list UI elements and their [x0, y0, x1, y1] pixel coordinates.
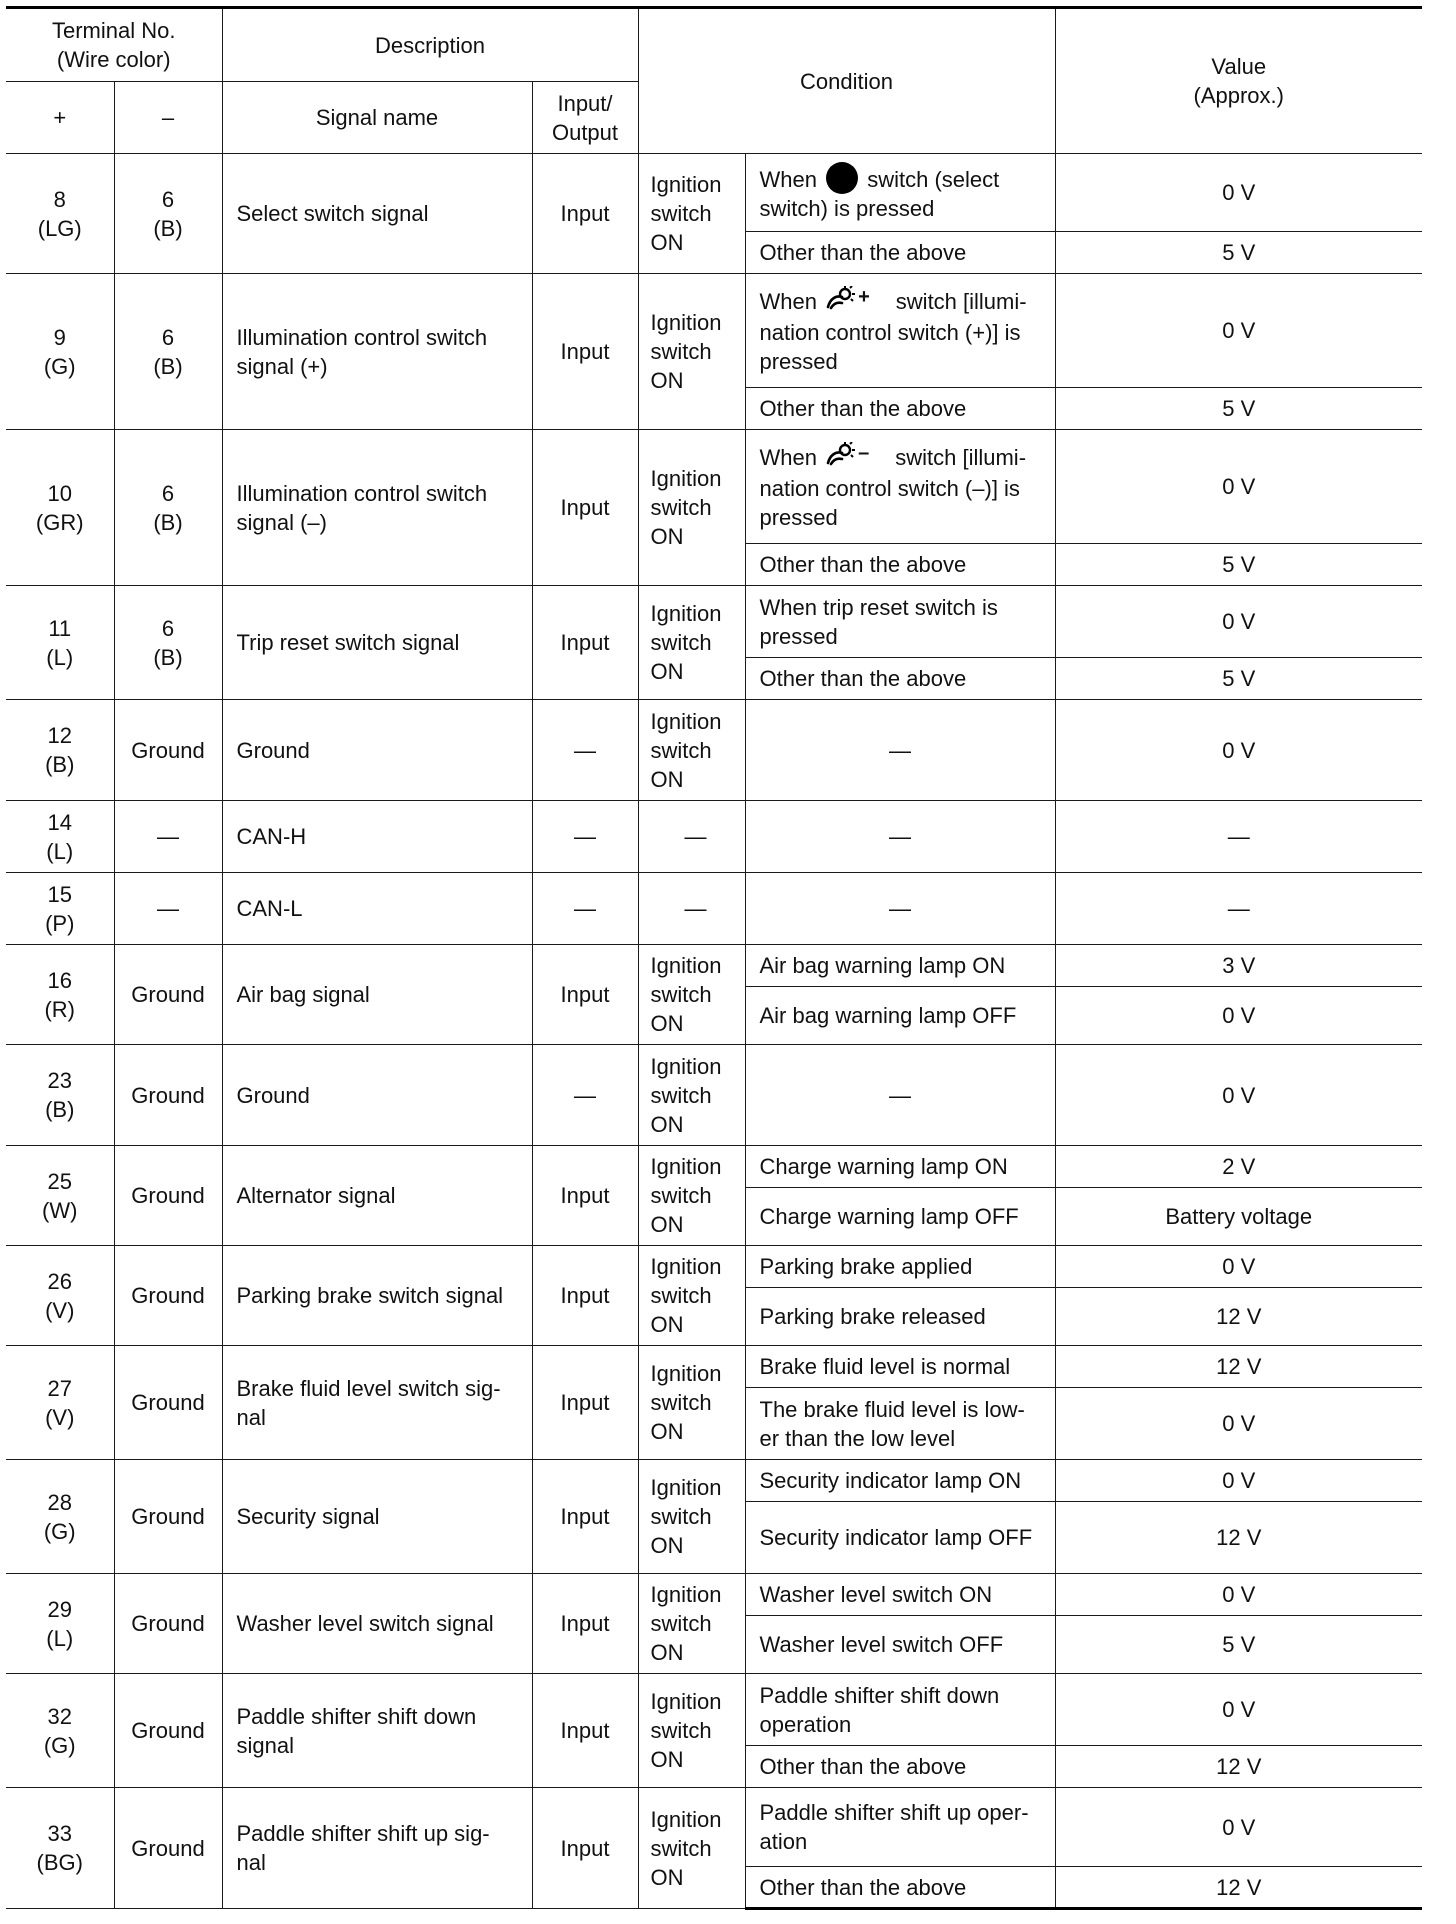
- condition-text: Parking brake applied: [745, 1246, 1055, 1288]
- approx-value: 12 V: [1055, 1746, 1422, 1788]
- terminal-plus: 15 (P): [6, 873, 114, 945]
- signal-name: CAN-L: [222, 873, 532, 945]
- io-header: Input/ Output: [532, 82, 638, 154]
- ignition-state: Ignition switch ON: [638, 1146, 745, 1246]
- table-row: [6, 1246, 1422, 1288]
- ignition-state: —: [638, 801, 745, 873]
- condition-text: Washer level switch OFF: [745, 1616, 1055, 1674]
- signal-name: Illumination control switch signal (–): [222, 430, 532, 586]
- terminal-plus: 23 (B): [6, 1045, 114, 1146]
- approx-value: 0 V: [1055, 1674, 1422, 1746]
- value-header: Value (Approx.): [1055, 8, 1422, 154]
- condition-text: Other than the above: [745, 1746, 1055, 1788]
- signal-name: Ground: [222, 1045, 532, 1146]
- table-row: [6, 586, 1422, 658]
- approx-value: 0 V: [1055, 586, 1422, 658]
- signal-name: Brake fluid level switch sig-nal: [222, 1346, 532, 1460]
- condition-suffix: switch [illumi-nation control switch (–)] is pressed: [759, 444, 1027, 530]
- terminal-plus: 27 (V): [6, 1346, 114, 1460]
- terminal-minus: Ground: [114, 945, 222, 1045]
- input-output: Input: [532, 430, 638, 586]
- signal-name: Select switch signal: [222, 154, 532, 274]
- condition-text: Air bag warning lamp ON: [745, 945, 1055, 987]
- table-row: [6, 1045, 1422, 1146]
- illumination-minus-icon: [823, 445, 857, 470]
- approx-value: 12 V: [1055, 1288, 1422, 1346]
- table-row: [6, 430, 1422, 544]
- ignition-state: Ignition switch ON: [638, 1788, 745, 1909]
- ignition-state: Ignition switch ON: [638, 274, 745, 430]
- condition-text: Paddle shifter shift down operation: [745, 1674, 1055, 1746]
- description-header: Description: [222, 8, 638, 82]
- signal-name: Illumination control switch signal (+): [222, 274, 532, 430]
- table-row: [6, 274, 1422, 388]
- signal-name: Washer level switch signal: [222, 1574, 532, 1674]
- condition-header: Condition: [638, 8, 1055, 154]
- approx-value: 2 V: [1055, 1146, 1422, 1188]
- table-row: [6, 1788, 1422, 1867]
- terminal-plus: 25 (W): [6, 1146, 114, 1246]
- plus-header: +: [6, 82, 114, 154]
- condition-text: [745, 274, 1055, 388]
- terminal-minus: 6 (B): [114, 586, 222, 700]
- table-row: [6, 1574, 1422, 1616]
- condition-text: The brake fluid level is low-er than the low level: [745, 1388, 1055, 1460]
- ignition-state: Ignition switch ON: [638, 1346, 745, 1460]
- terminal-minus: Ground: [114, 1674, 222, 1788]
- terminal-minus: 6 (B): [114, 430, 222, 586]
- condition-text: —: [745, 801, 1055, 873]
- condition-suffix: switch (select switch) is pressed: [759, 167, 1000, 221]
- signal-name: CAN-H: [222, 801, 532, 873]
- signal-name: Paddle shifter shift up sig-nal: [222, 1788, 532, 1909]
- terminal-plus: 32 (G): [6, 1674, 114, 1788]
- table-row: [6, 945, 1422, 987]
- ignition-state: Ignition switch ON: [638, 1674, 745, 1788]
- approx-value: 5 V: [1055, 658, 1422, 700]
- signal-name: Paddle shifter shift down signal: [222, 1674, 532, 1788]
- approx-value: Battery voltage: [1055, 1188, 1422, 1246]
- condition-text: Charge warning lamp ON: [745, 1146, 1055, 1188]
- condition-text: Other than the above: [745, 232, 1055, 274]
- signal-name: Ground: [222, 700, 532, 801]
- condition-text: Other than the above: [745, 388, 1055, 430]
- condition-text: When trip reset switch is pressed: [745, 586, 1055, 658]
- signal-name: Air bag signal: [222, 945, 532, 1045]
- ignition-state: Ignition switch ON: [638, 1574, 745, 1674]
- terminal-minus: Ground: [114, 1574, 222, 1674]
- input-output: —: [532, 700, 638, 801]
- terminal-plus: 11 (L): [6, 586, 114, 700]
- condition-text: —: [745, 1045, 1055, 1146]
- condition-text: —: [745, 873, 1055, 945]
- ignition-state: Ignition switch ON: [638, 700, 745, 801]
- approx-value: 0 V: [1055, 987, 1422, 1045]
- ignition-state: Ignition switch ON: [638, 154, 745, 274]
- input-output: Input: [532, 1346, 638, 1460]
- approx-value: 0 V: [1055, 1246, 1422, 1288]
- table-row: [6, 1460, 1422, 1502]
- terminal-minus: Ground: [114, 1246, 222, 1346]
- approx-value: 0 V: [1055, 1574, 1422, 1616]
- input-output: Input: [532, 274, 638, 430]
- signal-name: Alternator signal: [222, 1146, 532, 1246]
- condition-text: Other than the above: [745, 1867, 1055, 1909]
- table-row: [6, 1674, 1422, 1746]
- input-output: Input: [532, 1146, 638, 1246]
- terminal-plus: 16 (R): [6, 945, 114, 1045]
- condition-text: Washer level switch ON: [745, 1574, 1055, 1616]
- ignition-state: Ignition switch ON: [638, 1460, 745, 1574]
- input-output: —: [532, 801, 638, 873]
- terminal-plus: 10 (GR): [6, 430, 114, 586]
- illumination-sign: –: [858, 441, 870, 464]
- approx-value: 0 V: [1055, 1388, 1422, 1460]
- condition-prefix: When: [759, 167, 817, 192]
- terminal-minus: Ground: [114, 1346, 222, 1460]
- table-row: [6, 700, 1422, 801]
- input-output: Input: [532, 1460, 638, 1574]
- terminal-minus: Ground: [114, 700, 222, 801]
- terminal-minus: 6 (B): [114, 274, 222, 430]
- terminal-minus: Ground: [114, 1788, 222, 1909]
- terminal-plus: 12 (B): [6, 700, 114, 801]
- terminal-minus: Ground: [114, 1460, 222, 1574]
- approx-value: 12 V: [1055, 1346, 1422, 1388]
- condition-text: Parking brake released: [745, 1288, 1055, 1346]
- terminal-signal-table: [6, 6, 1422, 1910]
- input-output: —: [532, 1045, 638, 1146]
- table-row: [6, 801, 1422, 873]
- ignition-state: Ignition switch ON: [638, 586, 745, 700]
- ignition-state: —: [638, 873, 745, 945]
- condition-text: Brake fluid level is normal: [745, 1346, 1055, 1388]
- input-output: Input: [532, 945, 638, 1045]
- table-row: [6, 1346, 1422, 1388]
- approx-value: —: [1055, 873, 1422, 945]
- input-output: Input: [532, 586, 638, 700]
- signal-name: Parking brake switch signal: [222, 1246, 532, 1346]
- input-output: Input: [532, 154, 638, 274]
- approx-value: 5 V: [1055, 388, 1422, 430]
- approx-value: 12 V: [1055, 1867, 1422, 1909]
- approx-value: 5 V: [1055, 232, 1422, 274]
- approx-value: —: [1055, 801, 1422, 873]
- ignition-state: Ignition switch ON: [638, 1246, 745, 1346]
- terminal-plus: 26 (V): [6, 1246, 114, 1346]
- illumination-plus-icon: [823, 289, 857, 314]
- input-output: —: [532, 873, 638, 945]
- approx-value: 5 V: [1055, 544, 1422, 586]
- minus-header: –: [114, 82, 222, 154]
- terminal-minus: —: [114, 801, 222, 873]
- table-row: [6, 1146, 1422, 1188]
- terminal-minus: —: [114, 873, 222, 945]
- terminal-plus: 14 (L): [6, 801, 114, 873]
- condition-text: Paddle shifter shift up oper-ation: [745, 1788, 1055, 1867]
- terminal-minus: Ground: [114, 1045, 222, 1146]
- table-row: [6, 873, 1422, 945]
- approx-value: 0 V: [1055, 700, 1422, 801]
- condition-text: Security indicator lamp OFF: [745, 1502, 1055, 1574]
- terminal-minus: Ground: [114, 1146, 222, 1246]
- condition-suffix: switch [illumi-nation control switch (+)] is pressed: [759, 288, 1027, 374]
- illumination-sign: +: [858, 285, 870, 308]
- approx-value: 0 V: [1055, 430, 1422, 544]
- condition-text: Other than the above: [745, 658, 1055, 700]
- condition-text: Security indicator lamp ON: [745, 1460, 1055, 1502]
- condition-text: [745, 154, 1055, 232]
- approx-value: 5 V: [1055, 1616, 1422, 1674]
- condition-text: [745, 430, 1055, 544]
- signal-name: Security signal: [222, 1460, 532, 1574]
- ignition-state: Ignition switch ON: [638, 945, 745, 1045]
- terminal-plus: 33 (BG): [6, 1788, 114, 1909]
- condition-prefix: When: [759, 444, 817, 470]
- table-row: [6, 154, 1422, 232]
- approx-value: 0 V: [1055, 1460, 1422, 1502]
- condition-text: Air bag warning lamp OFF: [745, 987, 1055, 1045]
- input-output: Input: [532, 1246, 638, 1346]
- signal-name-header: Signal name: [222, 82, 532, 154]
- condition-prefix: When: [759, 288, 817, 314]
- select-switch-icon: [823, 167, 861, 192]
- approx-value: 0 V: [1055, 274, 1422, 388]
- approx-value: 0 V: [1055, 1788, 1422, 1867]
- terminal-plus: 29 (L): [6, 1574, 114, 1674]
- condition-text: —: [745, 700, 1055, 801]
- condition-text: Charge warning lamp OFF: [745, 1188, 1055, 1246]
- input-output: Input: [532, 1574, 638, 1674]
- condition-text: Other than the above: [745, 544, 1055, 586]
- approx-value: 12 V: [1055, 1502, 1422, 1574]
- terminal-plus: 28 (G): [6, 1460, 114, 1574]
- approx-value: 3 V: [1055, 945, 1422, 987]
- terminal-plus: 9 (G): [6, 274, 114, 430]
- terminal-plus: 8 (LG): [6, 154, 114, 274]
- signal-name: Trip reset switch signal: [222, 586, 532, 700]
- input-output: Input: [532, 1674, 638, 1788]
- terminal-minus: 6 (B): [114, 154, 222, 274]
- approx-value: 0 V: [1055, 154, 1422, 232]
- input-output: Input: [532, 1788, 638, 1909]
- ignition-state: Ignition switch ON: [638, 1045, 745, 1146]
- ignition-state: Ignition switch ON: [638, 430, 745, 586]
- approx-value: 0 V: [1055, 1045, 1422, 1146]
- terminal-header: Terminal No. (Wire color): [6, 8, 222, 82]
